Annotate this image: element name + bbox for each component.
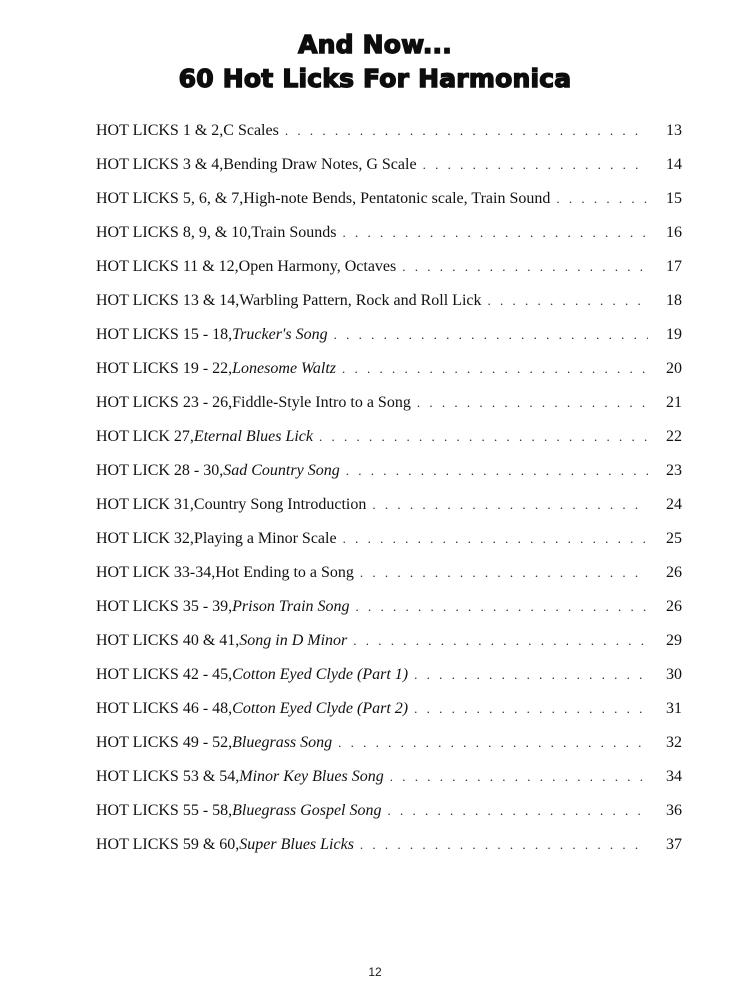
- dot-leader: [285, 114, 648, 148]
- dot-leader: [334, 318, 648, 352]
- toc-entry: [96, 488, 682, 522]
- toc-entry: [96, 556, 682, 590]
- toc-entry-prefix: HOT LICKS 11 & 12,: [96, 258, 239, 275]
- dot-leader: [343, 522, 648, 556]
- toc-entry-prefix: HOT LICKS 53 & 54,: [96, 768, 240, 785]
- toc-entry-prefix: HOT LICKS 40 & 41,: [96, 632, 240, 649]
- toc-entry: [96, 318, 682, 352]
- toc-entry-page: 24: [666, 496, 682, 513]
- toc-entry-page: 15: [666, 190, 682, 207]
- toc-entry-prefix: HOT LICKS 42 - 45,: [96, 666, 233, 683]
- dot-leader: [360, 828, 648, 862]
- toc-entry-page: 13: [666, 122, 682, 139]
- toc-entry: [96, 386, 682, 420]
- dot-leader: [556, 182, 648, 216]
- toc-entry-title: Minor Key Blues Song: [239, 768, 384, 785]
- dot-leader: [414, 692, 648, 726]
- toc-entry-prefix: HOT LICKS 8, 9, & 10,: [96, 224, 252, 241]
- toc-entry: [96, 658, 682, 692]
- toc-entry-title: Fiddle-Style Intro to a Song: [232, 394, 411, 411]
- toc-entry-prefix: HOT LICKS 15 - 18,: [96, 326, 233, 343]
- dot-leader: [372, 488, 648, 522]
- dot-leader: [417, 386, 648, 420]
- toc-entry-prefix: HOT LICKS 49 - 52,: [96, 734, 233, 751]
- toc-entry-prefix: HOT LICKS 46 - 48,: [96, 700, 233, 717]
- toc-entry-title: Hot Ending to a Song: [215, 564, 354, 581]
- dot-leader: [423, 148, 648, 182]
- dot-leader: [338, 726, 648, 760]
- toc-entry-page: 22: [666, 428, 682, 445]
- toc-entry-page: 29: [666, 632, 682, 649]
- toc-entry-page: 20: [666, 360, 682, 377]
- toc-entry-page: 34: [666, 768, 682, 785]
- toc-entry: [96, 828, 682, 862]
- toc-entry-page: 21: [666, 394, 682, 411]
- dot-leader: [402, 250, 648, 284]
- toc-entry: [96, 114, 682, 148]
- toc-entry: [96, 726, 682, 760]
- toc-entry-title: Prison Train Song: [232, 598, 350, 615]
- toc-entry-page: 26: [666, 598, 682, 615]
- toc-entry: [96, 590, 682, 624]
- toc-entry-page: 26: [666, 564, 682, 581]
- toc-entry-prefix: HOT LICK 31,: [96, 496, 194, 513]
- toc-entry-title: Sad Country Song: [223, 462, 340, 479]
- toc-entry-prefix: HOT LICKS 1 & 2,: [96, 122, 224, 139]
- toc-entry-page: 37: [666, 836, 682, 853]
- toc-entry-page: 23: [666, 462, 682, 479]
- toc-entry: [96, 454, 682, 488]
- toc-entry-page: 19: [666, 326, 682, 343]
- toc-entry-title: Bending Draw Notes, G Scale: [223, 156, 417, 173]
- toc-entry-prefix: HOT LICKS 19 - 22,: [96, 360, 233, 377]
- toc-entry-page: 25: [666, 530, 682, 547]
- toc-entry-title: Country Song Introduction: [193, 496, 367, 513]
- toc-entry: [96, 182, 682, 216]
- toc-entry-prefix: HOT LICK 32,: [96, 530, 194, 547]
- toc-entry-title: Cotton Eyed Clyde (Part 2): [232, 700, 409, 717]
- toc-entry-title: Warbling Pattern, Rock and Roll Lick: [239, 292, 482, 309]
- toc-entry: [96, 692, 682, 726]
- dot-leader: [353, 624, 648, 658]
- toc-entry-prefix: HOT LICK 28 - 30,: [96, 462, 224, 479]
- toc-entry-page: 17: [666, 258, 682, 275]
- toc-entry-title: High-note Bends, Pentatonic scale, Train Sound: [243, 190, 551, 207]
- dot-leader: [342, 352, 648, 386]
- toc-entry-title: Cotton Eyed Clyde (Part 1): [232, 666, 409, 683]
- dot-leader: [414, 658, 648, 692]
- toc-entry-title: Bluegrass Gospel Song: [232, 802, 382, 819]
- toc-entry: [96, 352, 682, 386]
- toc-entry-title: Eternal Blues Lick: [193, 428, 314, 445]
- toc-entry-title: Super Blues Licks: [239, 836, 354, 853]
- toc-entry-title: Lonesome Waltz: [232, 360, 337, 377]
- toc-entry-prefix: HOT LICKS 13 & 14,: [96, 292, 240, 309]
- toc-entry: [96, 624, 682, 658]
- toc-entry-title: Open Harmony, Octaves: [238, 258, 397, 275]
- toc-entry-page: 31: [666, 700, 682, 717]
- toc-entry-title: Song in D Minor: [239, 632, 348, 649]
- toc-entry-title: Playing a Minor Scale: [193, 530, 337, 547]
- toc-entry: [96, 522, 682, 556]
- page-number: 12: [368, 965, 382, 979]
- dot-leader: [346, 454, 648, 488]
- toc-entry-prefix: HOT LICKS 55 - 58,: [96, 802, 233, 819]
- dot-leader: [360, 556, 648, 590]
- toc-entry-prefix: HOT LICKS 5, 6, & 7,: [96, 190, 244, 207]
- toc-entry-prefix: HOT LICK 33-34,: [96, 564, 216, 581]
- toc-entry-page: 14: [666, 156, 682, 173]
- toc-entry-title: C Scales: [223, 122, 279, 139]
- toc-entry-prefix: HOT LICKS 23 - 26,: [96, 394, 233, 411]
- toc-entry: [96, 250, 682, 284]
- toc-entry-title: Trucker's Song: [232, 326, 328, 343]
- toc-entry-page: 36: [666, 802, 682, 819]
- toc-entry: [96, 760, 682, 794]
- toc-entry-prefix: HOT LICKS 3 & 4,: [96, 156, 224, 173]
- toc-entry-title: Train Sounds: [251, 224, 337, 241]
- page-title-line-1: And Now...: [298, 30, 452, 59]
- toc-entry: [96, 284, 682, 318]
- dot-leader: [387, 794, 648, 828]
- toc-entry-title: Bluegrass Song: [232, 734, 333, 751]
- dot-leader: [487, 284, 648, 318]
- dot-leader: [390, 760, 648, 794]
- toc-entry-prefix: HOT LICKS 59 & 60,: [96, 836, 240, 853]
- toc-entry-prefix: HOT LICKS 35 - 39,: [96, 598, 233, 615]
- toc-entry: [96, 216, 682, 250]
- dot-leader: [356, 590, 648, 624]
- table-of-contents: [96, 114, 682, 862]
- dot-leader: [342, 216, 648, 250]
- dot-leader: [319, 420, 648, 454]
- toc-entry-page: 16: [666, 224, 682, 241]
- toc-entry: [96, 148, 682, 182]
- toc-entry-page: 18: [666, 292, 682, 309]
- page-title-line-2: 60 Hot Licks For Harmonica: [178, 64, 572, 93]
- toc-entry-page: 32: [666, 734, 682, 751]
- toc-entry: [96, 794, 682, 828]
- toc-entry-prefix: HOT LICK 27,: [96, 428, 194, 445]
- toc-entry-page: 30: [666, 666, 682, 683]
- toc-entry: [96, 420, 682, 454]
